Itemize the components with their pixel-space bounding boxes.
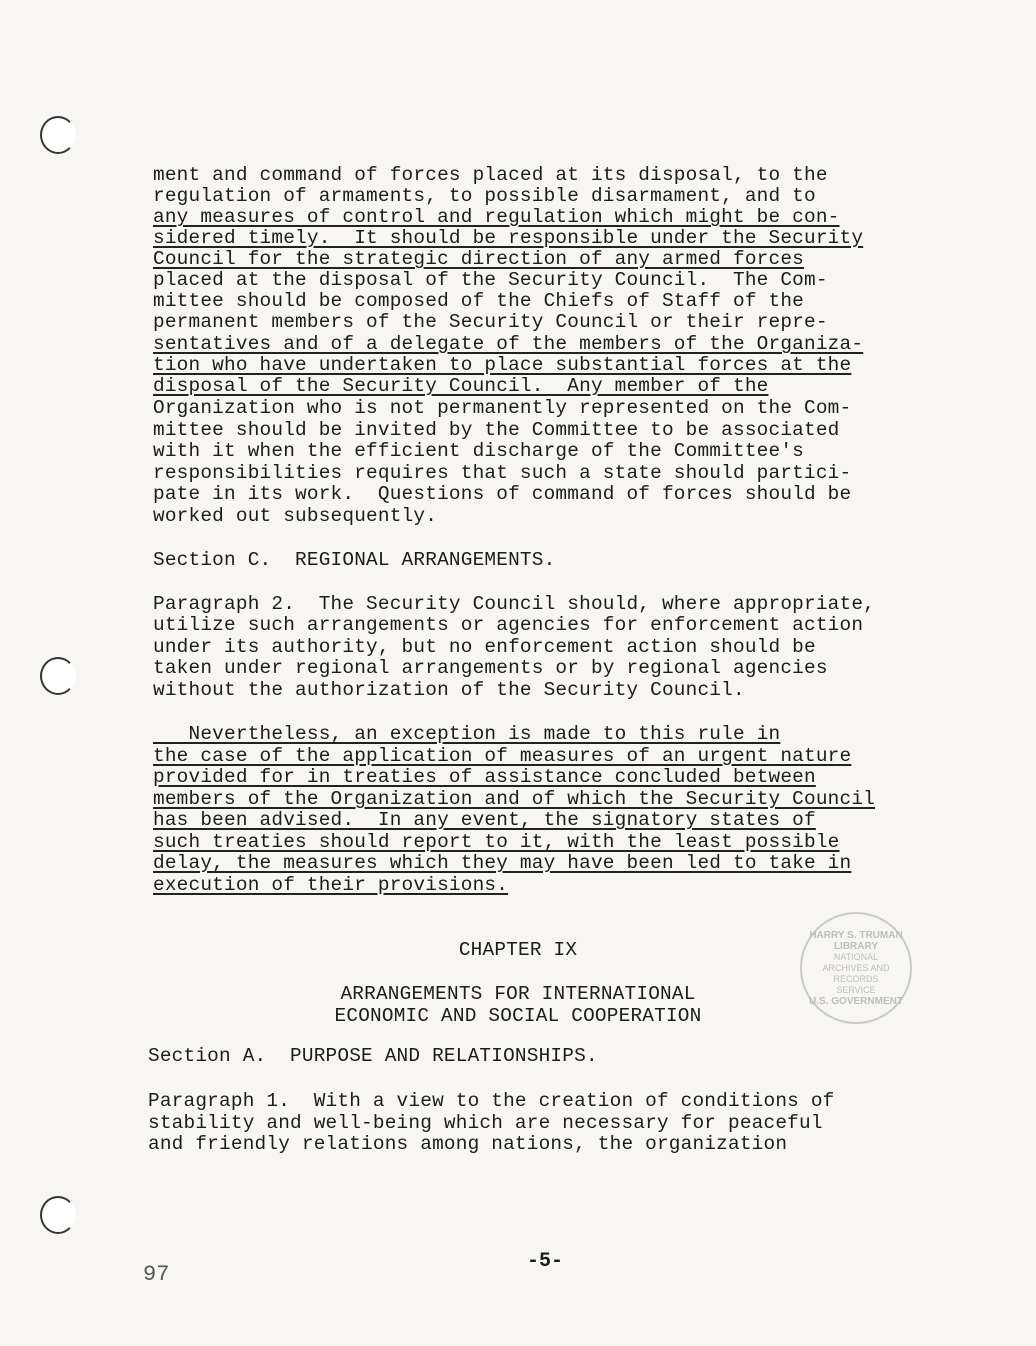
text-line: mittee should be composed of the Chiefs of Staff of the bbox=[153, 290, 804, 312]
text-line: regulation of armaments, to possible disarmament, and to bbox=[153, 185, 816, 207]
text-line: and friendly relations among nations, the organization bbox=[148, 1133, 788, 1155]
folio-number: 97 bbox=[143, 1262, 170, 1287]
text-line: Organization who is not permanently represented on the Com- bbox=[153, 397, 852, 419]
text-line-underlined: has been advised. In any event, the signatory states of bbox=[153, 809, 816, 831]
binder-hole-top bbox=[40, 116, 76, 154]
text-line: worked out subsequently. bbox=[153, 505, 438, 527]
chapter-number: CHAPTER IX bbox=[458, 939, 578, 961]
text-line-underlined: execution of their provisions. bbox=[153, 874, 509, 896]
text-line: stability and well-being which are necessary for peaceful bbox=[148, 1112, 823, 1134]
stamp-text: SERVICE bbox=[836, 984, 876, 995]
text-line: ment and command of forces placed at its disposal, to the bbox=[153, 164, 828, 186]
text-line-underlined: Nevertheless, an exception is made to this rule in bbox=[153, 723, 781, 745]
text-line: Paragraph 1. With a view to the creation of conditions of bbox=[148, 1090, 835, 1112]
text-line-underlined: sentatives and of a delegate of the members of the Organiza- bbox=[153, 333, 864, 355]
text-line-underlined: such treaties should report to it, with the least possible bbox=[153, 831, 840, 853]
stamp-text: ARCHIVES AND bbox=[822, 962, 890, 973]
chapter-title: ARRANGEMENTS FOR INTERNATIONAL bbox=[340, 983, 696, 1005]
text-line: utilize such arrangements or agencies for enforcement action bbox=[153, 614, 864, 636]
text-line-underlined: any measures of control and regulation which might be con- bbox=[153, 206, 840, 228]
stamp-text: RECORDS bbox=[833, 973, 879, 984]
archival-stamp bbox=[800, 912, 912, 1024]
page-number: -5- bbox=[527, 1250, 564, 1273]
binder-hole-middle bbox=[40, 657, 76, 695]
stamp-text: HARRY S. TRUMAN LIBRARY bbox=[809, 929, 903, 952]
text-line-underlined: delay, the measures which they may have been led to take in bbox=[153, 852, 852, 874]
text-line: permanent members of the Security Council or their repre- bbox=[153, 311, 828, 333]
text-line-underlined: sidered timely. It should be responsible under the Security bbox=[153, 227, 864, 249]
text-line-underlined: members of the Organization and of which the Security Council bbox=[153, 788, 876, 810]
text-line: under its authority, but no enforcement action should be bbox=[153, 636, 816, 658]
section-heading: Section A. PURPOSE AND RELATIONSHIPS. bbox=[148, 1045, 598, 1067]
text-line-underlined: disposal of the Security Council. Any member of the bbox=[153, 375, 769, 397]
stamp-text: NATIONAL bbox=[833, 951, 879, 962]
binder-hole-bottom bbox=[40, 1196, 76, 1234]
text-line-underlined: provided for in treaties of assistance concluded between bbox=[153, 766, 816, 788]
text-line: responsibilities requires that such a state should partici- bbox=[153, 462, 852, 484]
text-line-underlined: the case of the application of measures of an urgent nature bbox=[153, 745, 852, 767]
stamp-text: U.S. GOVERNMENT bbox=[809, 995, 903, 1007]
text-line: with it when the efficient discharge of the Committee's bbox=[153, 440, 804, 462]
text-line-underlined: tion who have undertaken to place substantial forces at the bbox=[153, 354, 852, 376]
chapter-title: ECONOMIC AND SOCIAL COOPERATION bbox=[334, 1005, 702, 1027]
text-line: pate in its work. Questions of command of forces should be bbox=[153, 483, 852, 505]
text-line: mittee should be invited by the Committee to be associated bbox=[153, 419, 840, 441]
section-heading: Section C. REGIONAL ARRANGEMENTS. bbox=[153, 549, 556, 571]
text-line: taken under regional arrangements or by regional agencies bbox=[153, 657, 828, 679]
text-line-underlined: Council for the strategic direction of any armed forces bbox=[153, 248, 804, 270]
text-line: Paragraph 2. The Security Council should, where appropriate, bbox=[153, 593, 876, 615]
text-line: placed at the disposal of the Security Council. The Com- bbox=[153, 269, 828, 291]
text-line: without the authorization of the Security Council. bbox=[153, 679, 745, 701]
